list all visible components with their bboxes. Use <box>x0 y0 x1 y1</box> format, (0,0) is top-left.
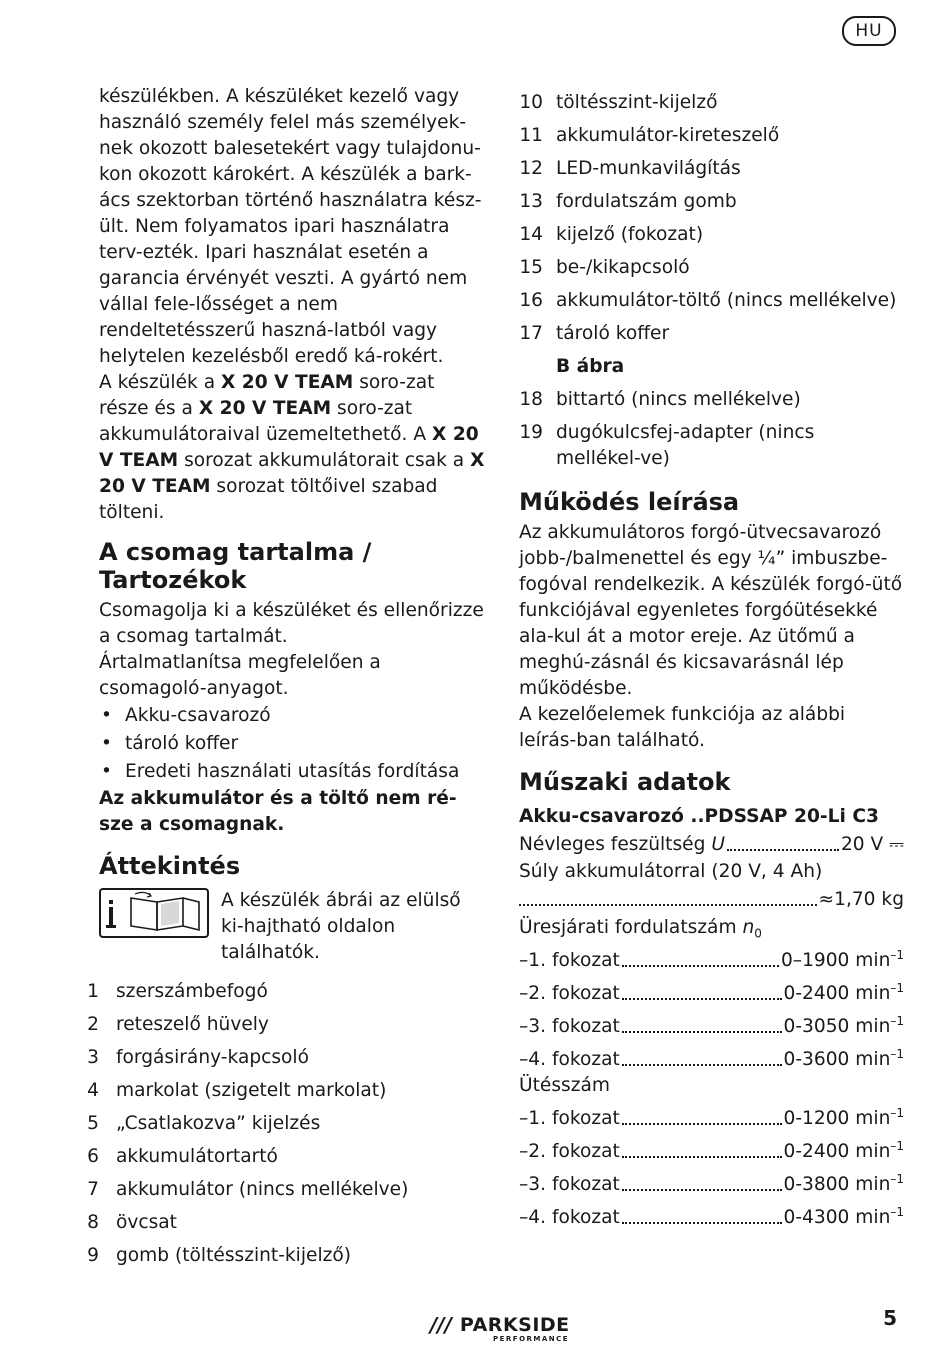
overview-info-text: A készülék ábrái az elülső ki-hajtható oldalon találhatók. <box>221 890 461 963</box>
function-heading: Működés leírása <box>519 488 740 516</box>
series-paragraph: A készülék a X 20 V TEAM soro-zat része és a X 20 V TEAM soro-zat akkumulátoraival üzemeltethető. A X 20 V TEAM sorozat akkumulátorait csak a X 20 V TEAM sorozat töltőivel szabad tölteni. <box>99 372 485 523</box>
spec-impact-row: –2. fokozat 0-2400 $\min^{-1}$ <box>519 1139 904 1162</box>
parts-list-right <box>519 86 904 472</box>
figure-b-label: B ábra <box>556 355 625 377</box>
list-item: 12 LED-munkavilágítás <box>519 157 741 179</box>
logo-brand: PARKSIDE <box>459 1314 570 1336</box>
list-item: 14 kijelző (fokozat) <box>519 223 704 245</box>
parts-list-left <box>60 975 485 1272</box>
spec-weight-label: Súly akkumulátorral (20 V, 4 Ah) <box>519 861 823 882</box>
info-fold-out-icon <box>99 888 209 938</box>
list-item: 16 akkumulátor-töltő (nincs mellékelve) <box>519 289 897 311</box>
language-code: HU <box>855 21 883 41</box>
list-item: 18 bittartó (nincs mellékelve) <box>519 388 801 410</box>
list-item: 15 be-/kikapcsoló <box>519 256 690 278</box>
package-paragraph-2: Ártalmatlanítsa megfelelően a csomagoló-anyagot. <box>99 652 381 699</box>
spec-weight: ≈1,70 kg <box>519 885 904 913</box>
logo-subtitle: PERFORMANCE <box>493 1335 570 1343</box>
list-item: 13 fordulatszám gomb <box>519 190 737 212</box>
list-item: 11 akkumulátor-kireteszelő <box>519 124 780 146</box>
list-item: 19 dugókulcsfej-adapter (nincs mellékel-ve) <box>519 422 815 469</box>
list-item: 1 szerszámbefogó <box>87 980 268 1002</box>
list-item: 4 markolat (szigetelt markolat) <box>87 1079 387 1101</box>
package-note: Az akkumulátor és a töltő nem ré-sze a csomagnak. <box>99 788 457 835</box>
spec-speed-row: –1. fokozat 0–1900 $\min^{-1}$ <box>519 948 904 971</box>
logo-slashes: /// <box>430 1313 452 1337</box>
function-paragraph-2: A kezelőelemek funkciója az alábbi leírás-ban található. <box>519 704 846 751</box>
package-contents-list <box>99 702 485 786</box>
overview-info <box>99 888 485 966</box>
right-column <box>519 86 904 1231</box>
list-item: • Eredeti használati utasítás fordítása <box>99 758 485 786</box>
package-paragraph-1: Csomagolja ki a készüléket és ellenőrizze a csomag tartalmát. <box>99 600 484 647</box>
parkside-logo <box>430 1313 570 1343</box>
spec-impact-row: –4. fokozat 0-4300 $\min^{-1}$ <box>519 1205 904 1228</box>
spec-speed-row: –3. fokozat 0-3050 $\min^{-1}$ <box>519 1014 904 1037</box>
language-badge <box>842 16 896 46</box>
list-item: 3 forgásirány-kapcsoló <box>87 1046 309 1068</box>
list-item: 5 „Csatlakozva” kijelzés <box>87 1112 321 1134</box>
page-number: 5 <box>883 1306 897 1330</box>
list-item: 9 gomb (töltésszint-kijelző) <box>87 1244 352 1266</box>
spec-speed-label: Üresjárati fordulatszám $n_0$ <box>519 917 762 941</box>
list-item: • tároló koffer <box>99 730 485 758</box>
spec-speed-row: –2. fokozat 0-2400 $\min^{-1}$ <box>519 981 904 1004</box>
list-item: 17 tároló koffer <box>519 322 670 344</box>
package-heading: A csomag tartalma / Tartozékok <box>99 538 372 594</box>
spec-impact-row: –3. fokozat 0-3800 $\min^{-1}$ <box>519 1172 904 1195</box>
spec-model: Akku-csavarozó .. PDSSAP 20-Li C3 <box>519 806 879 827</box>
spec-impact-label: Ütésszám <box>519 1075 610 1096</box>
left-column <box>87 84 485 1272</box>
list-item: 8 övcsat <box>87 1211 177 1233</box>
list-item: 10 töltésszint-kijelző <box>519 91 718 113</box>
spec-impact-row: –1. fokozat 0-1200 $\min^{-1}$ <box>519 1106 904 1129</box>
overview-heading: Áttekintés <box>99 852 241 880</box>
tech-data-heading: Műszaki adatok <box>519 768 731 796</box>
intro-paragraph: készülékben. A készüléket kezelő vagy használó személy felel más személyek-nek okozott balesetekért vagy tulajdonu-kon okozott károkért. A készülék a bark-ács szektorban történő használatra kész-ült. Nem folyamatos ipari használatra terv-ezték. Ipari használat esetén a garancia érvényét veszti. A gyártó nem vállal fele-lősséget a nem rendeltetésszerű haszná-latból vagy helytelen kezelésből eredő ká-rokért. <box>99 86 482 367</box>
spec-voltage: Névleges feszültség U 20 V ⎓ <box>519 834 904 855</box>
list-item: 2 reteszelő hüvely <box>87 1013 269 1035</box>
function-paragraph-1: Az akkumulátoros forgó-ütvecsavarozó jobb-/balmenettel és egy ¼” imbuszbe-fogóval rendelkezik. A készülék forgó-ütő funkciójával egyenletes forgóütésekké ala-kul át a motor ereje. Az ütőmű a meghú-zásnál és kicsavarásnál lép működésbe. <box>519 522 903 699</box>
list-item: • Akku-csavarozó <box>99 702 485 730</box>
list-item: 7 akkumulátor (nincs mellékelve) <box>87 1178 409 1200</box>
list-item: 6 akkumulátortartó <box>87 1145 278 1167</box>
spec-speed-row: –4. fokozat 0-3600 $\min^{-1}$ <box>519 1047 904 1070</box>
